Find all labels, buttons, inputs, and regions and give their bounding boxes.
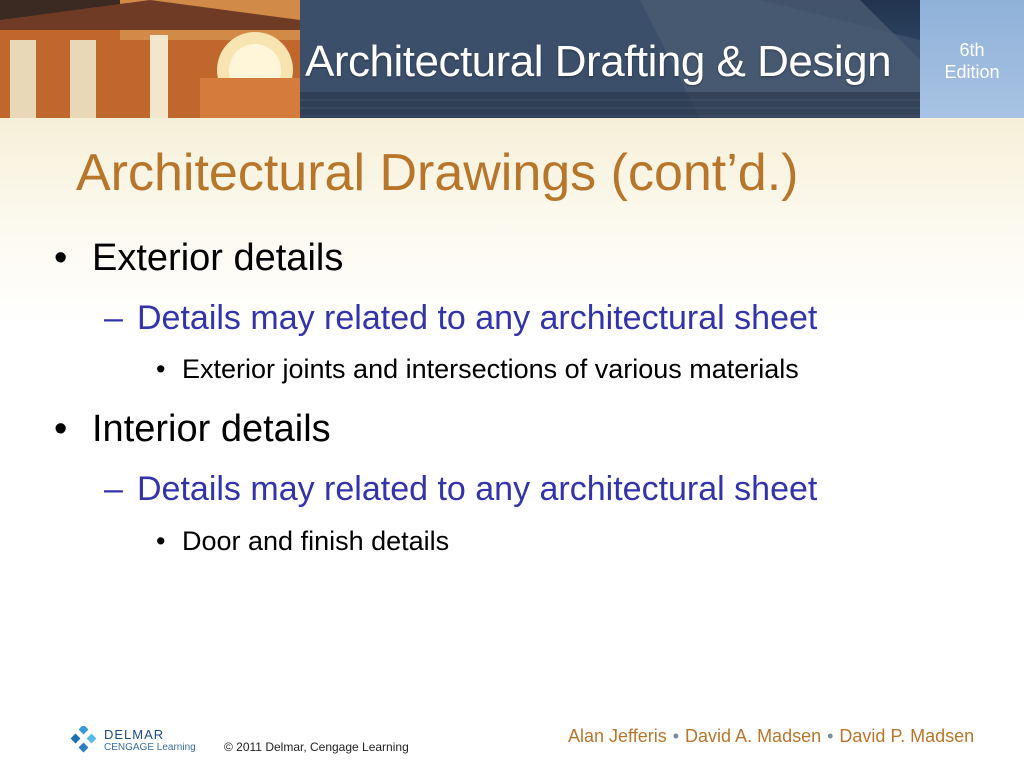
author-name: David A. Madsen [685,726,822,746]
sub-sub-bullet-text: Exterior joints and intersections of various materials [182,354,799,384]
sub-bullet-interior [104,467,817,511]
dash-mark: – [104,299,123,337]
bullet-mark: • [54,408,68,450]
bullet-mark: • [156,526,166,556]
slide-title: Architectural Drawings (cont’d.) [76,144,799,202]
edition-number: 6th [959,40,985,60]
book-title: Architectural Drafting & Design [305,37,892,86]
author-list [568,724,974,748]
sub-bullet-exterior [104,296,817,340]
sub-bullet-text: Details may related to any architectural sheet [137,470,818,508]
publisher-name: DELMAR [104,727,165,742]
bullet-text: Exterior details [92,237,344,279]
bullet-mark: • [54,237,68,279]
sub-sub-bullet-exterior [156,351,799,387]
edition-badge [920,0,1024,118]
author-name: Alan Jefferis [568,726,667,746]
publisher-logo-icon [70,726,100,754]
publisher-subtitle: CENGAGE Learning [104,742,196,753]
sub-sub-bullet-text: Door and finish details [182,526,450,556]
author-separator: • [672,726,680,746]
bullet-exterior-details [54,234,343,282]
bullet-interior-details [54,405,331,453]
dash-mark: – [104,470,123,508]
author-name: David P. Madsen [839,726,975,746]
bullet-text: Interior details [92,408,331,450]
sub-bullet-text: Details may related to any architectural sheet [137,299,818,337]
author-separator: • [827,726,834,746]
header-banner [0,0,1024,118]
edition-label: Edition [944,62,1000,82]
sub-sub-bullet-interior [156,523,449,559]
copyright-notice: © 2011 Delmar, Cengage Learning [224,740,409,754]
bullet-mark: • [156,354,166,384]
